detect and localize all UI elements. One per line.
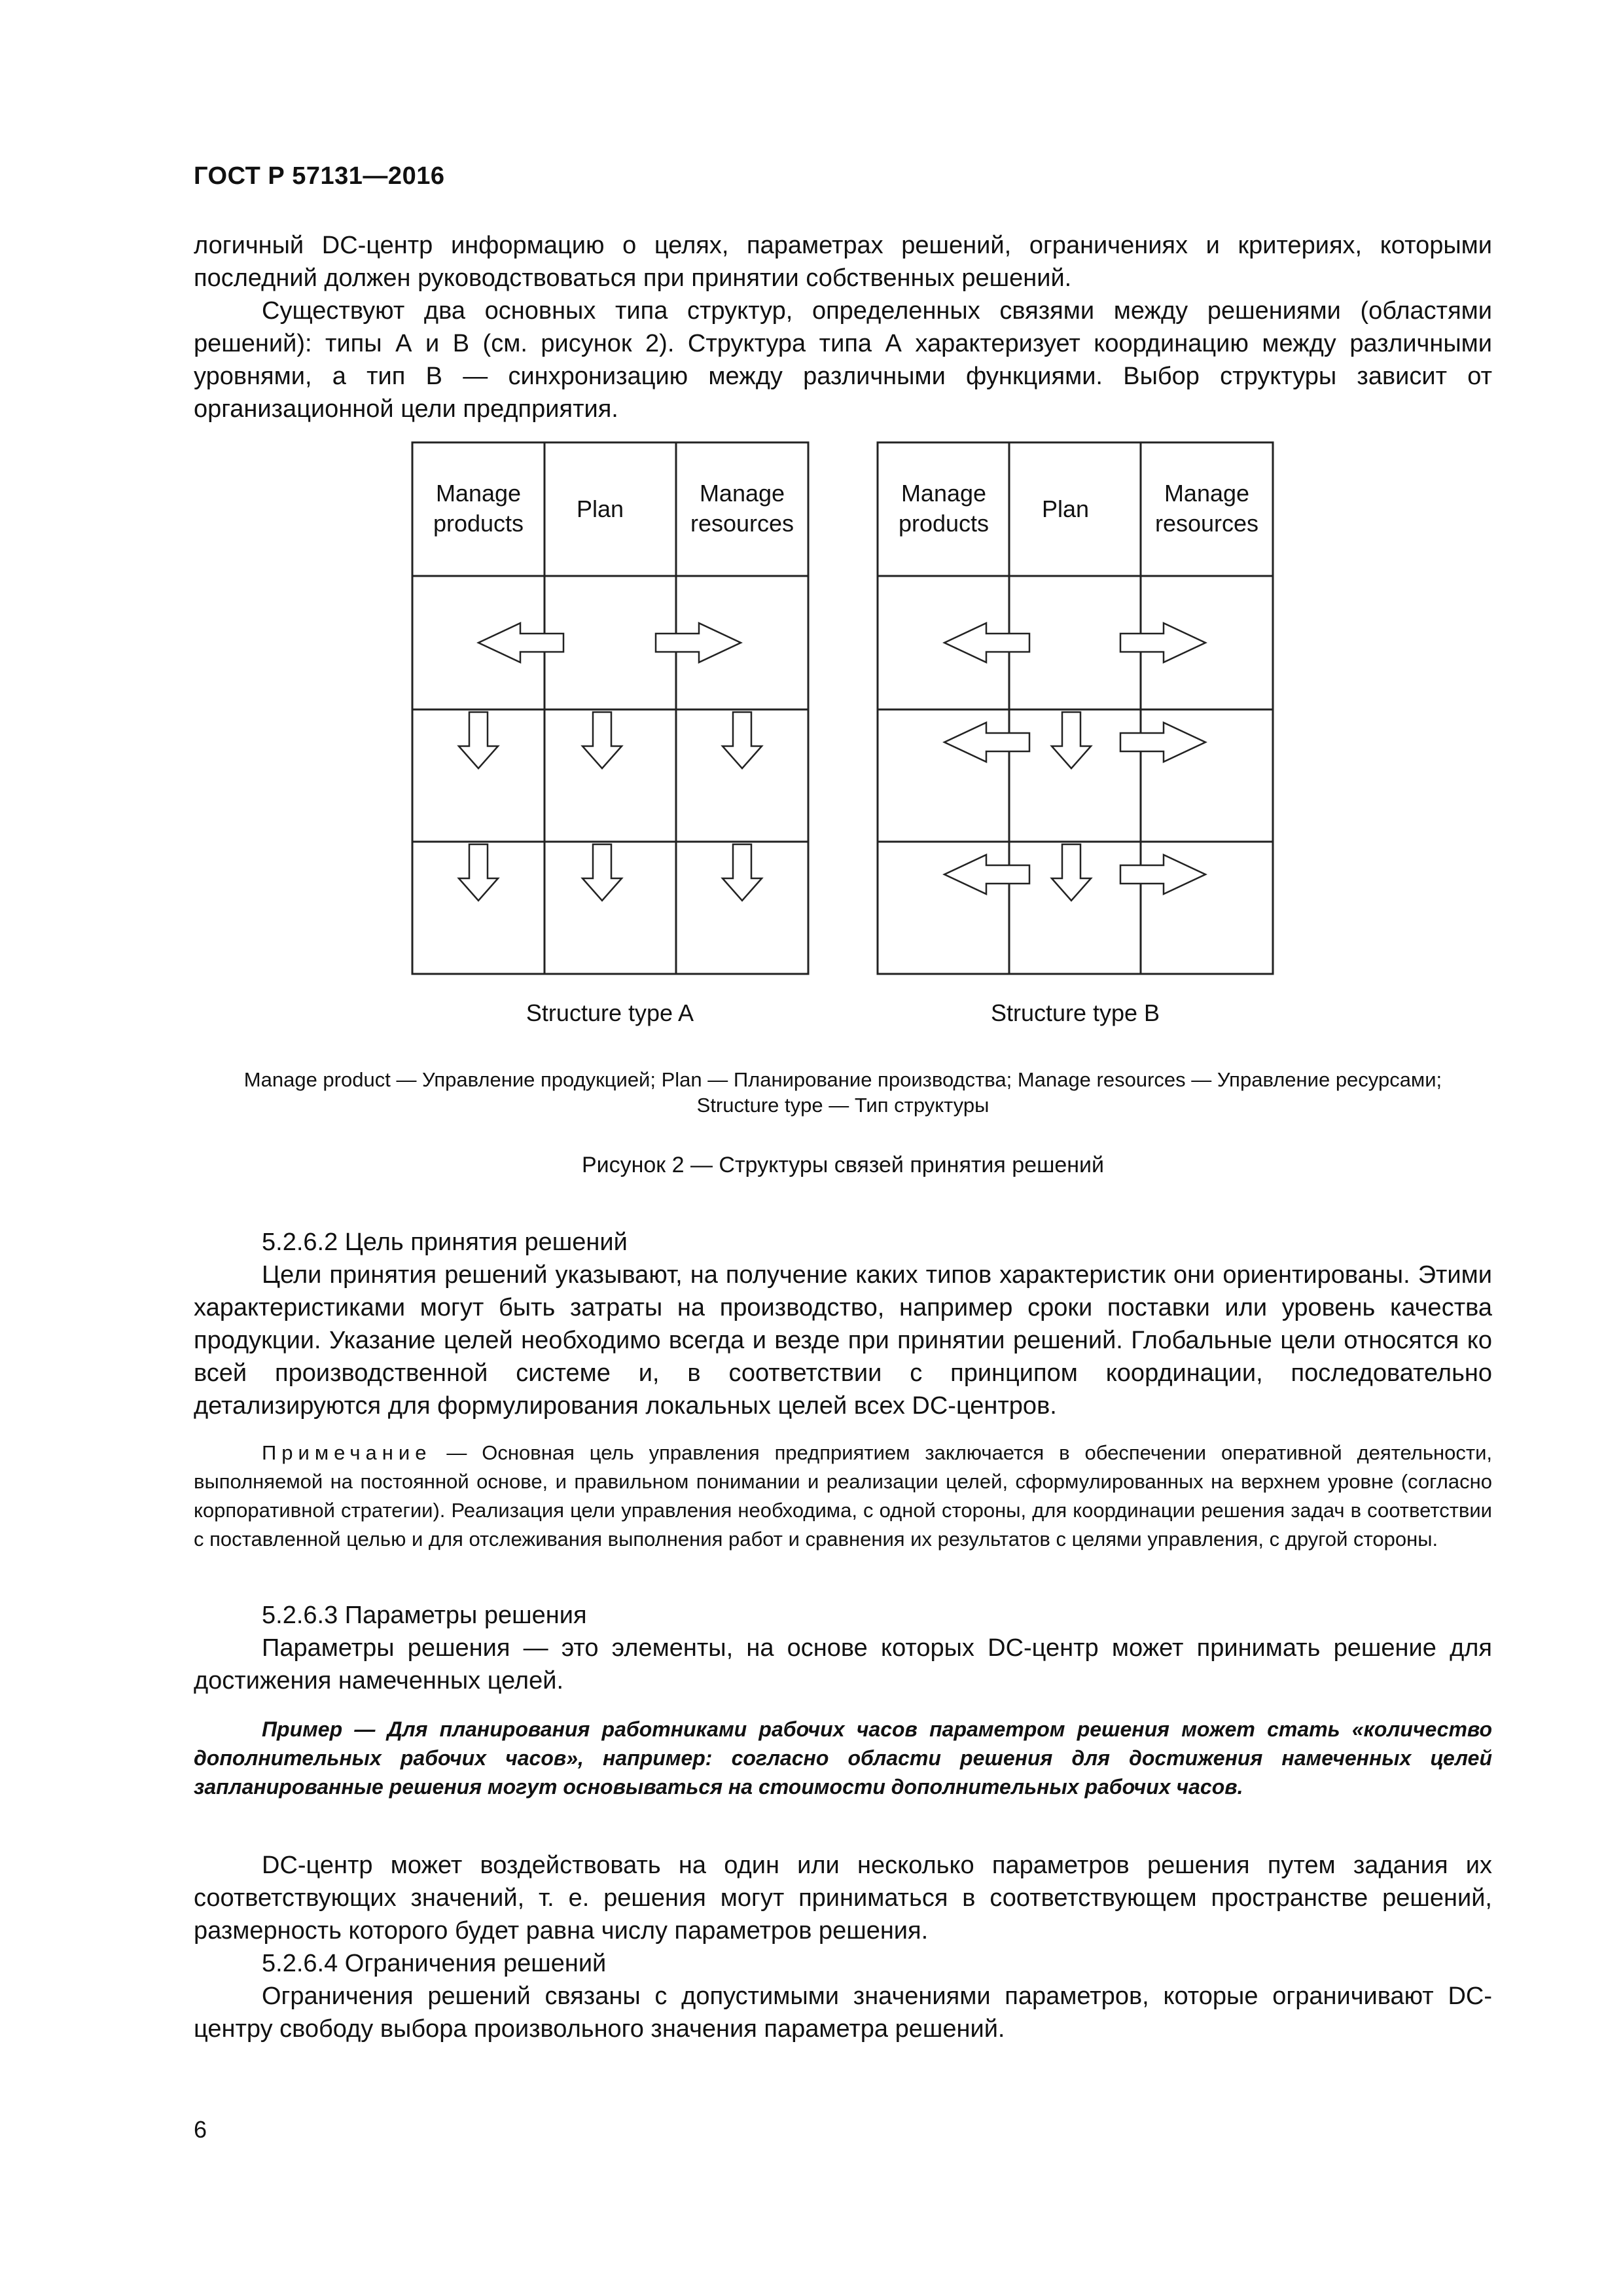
- arrow-right-icon: [656, 623, 741, 662]
- figure-legend-line-1: Manage product — Управление продукцией; Plan — Планирование производства; Manage resources — Управление ресурсами;: [243, 1068, 1442, 1091]
- arrow-down-icon: [459, 844, 498, 901]
- arrow-down-icon: [1052, 844, 1091, 901]
- arrow-right-icon: [1120, 855, 1205, 894]
- note-label: Примечание: [262, 1441, 432, 1464]
- arrow-down-icon: [722, 844, 762, 901]
- structure-a-col2: Plan: [576, 495, 624, 522]
- section-5262-body: Цели принятия решений указывают, на получение каких типов характеристик они ориентированы. Этими характеристиками могут быть затраты на производство, например сроки поставки или уровень качества продукции. Указание целей необходимо всегда и везде при принятии решений. Глобальные цели относятся ко всей производственной системе и, в соответствии с принципом координации, последовательно детализируются для формулирования локальных целей всех DC-центров.: [194, 1261, 1492, 1420]
- section-5264-heading: 5.2.6.4 Ограничения решений: [262, 1950, 607, 1977]
- structure-b-col1-line1: Manage: [901, 480, 987, 507]
- arrow-down-icon: [1052, 712, 1091, 768]
- document-header: ГОСТ Р 57131—2016: [194, 162, 445, 190]
- structure-a-col3-line2: resources: [690, 510, 794, 537]
- arrow-down-icon: [459, 712, 498, 768]
- intro-paragraph-1: логичный DC-центр информацию о целях, параметрах решений, ограничениях и критериях, которыми последний должен руководствоваться при принятии собственных решений.: [194, 232, 1492, 292]
- arrow-down-icon: [582, 844, 622, 901]
- arrow-left-icon: [478, 623, 563, 662]
- figure-legend-line-2: Structure type — Тип структуры: [696, 1094, 990, 1117]
- section-5262-heading: 5.2.6.2 Цель принятия решений: [262, 1229, 628, 1256]
- arrow-right-icon: [1120, 723, 1205, 762]
- structure-b-col1-line2: products: [898, 510, 990, 537]
- arrow-left-icon: [944, 723, 1029, 762]
- arrow-down-icon: [722, 712, 762, 768]
- section-5263-body: Параметры решения — это элементы, на основе которых DC-центр может принимать решение для достижения намеченных целей.: [194, 1634, 1492, 1695]
- arrow-left-icon: [944, 855, 1029, 894]
- arrow-right-icon: [1120, 623, 1205, 662]
- section-5262-note: [194, 1439, 1492, 1554]
- arrow-left-icon: [944, 623, 1029, 662]
- structure-b-col3-line1: Manage: [1164, 480, 1250, 507]
- structure-a-caption: Structure type A: [526, 999, 694, 1026]
- section-5263-heading: 5.2.6.3 Параметры решения: [262, 1602, 587, 1629]
- structure-a-col1-line1: Manage: [435, 480, 522, 507]
- section-5263-example: Пример — Для планирования работниками рабочих часов параметром решения может стать «количество дополнительных рабочих часов», например: согласно области решения для достижения намеченных целей запланированные решения могут основываться на стоимости дополнительных рабочих часов.: [194, 1717, 1492, 1799]
- page-number: 6: [194, 2116, 207, 2143]
- intro-paragraph-2: Существуют два основных типа структур, определенных связями между решениями (областями решений): типы А и В (см. рисунок 2). Структура типа А характеризует координацию между различными уровнями, а тип В — синхронизацию между различными функциями. Выбор структуры зависит от организационной цели предприятия.: [194, 297, 1492, 423]
- section-5263-body2: DC-центр может воздействовать на один или несколько параметров решения путем задания их соответствующих значений, т. е. решения могут приниматься в соответствующем пространстве решений, размерность которого будет равна числу параметров решения.: [194, 1852, 1492, 1945]
- section-5264-body: Ограничения решений связаны с допустимыми значениями параметров, которые ограничивают DC-центру свободу выбора произвольного значения параметра решений.: [194, 1982, 1492, 2043]
- figure-2-diagram: [0, 0, 1623, 1060]
- structure-b-col2: Plan: [1041, 495, 1090, 522]
- structure-b-col3-line2: resources: [1154, 510, 1259, 537]
- structure-a-col1-line2: products: [433, 510, 524, 537]
- note-text: — Основная цель управления предприятием заключается в обеспечении оперативной деятельности, выполняемой на постоянной основе, и правильном понимании и реализации целей, сформулированных на верхнем уровне (согласно корпоративной стратегии). Реализация цели управления необходима, с одной стороны, для координации решения задач в соответствии с поставленной целью и для отслеживания выполнения работ и сравнения их результатов с целями управления, с другой стороны.: [194, 1441, 1492, 1551]
- figure-title: Рисунок 2 — Структуры связей принятия решений: [581, 1153, 1105, 1177]
- arrow-down-icon: [582, 712, 622, 768]
- structure-b-caption: Structure type B: [990, 999, 1160, 1026]
- structure-a-col3-line1: Manage: [699, 480, 785, 507]
